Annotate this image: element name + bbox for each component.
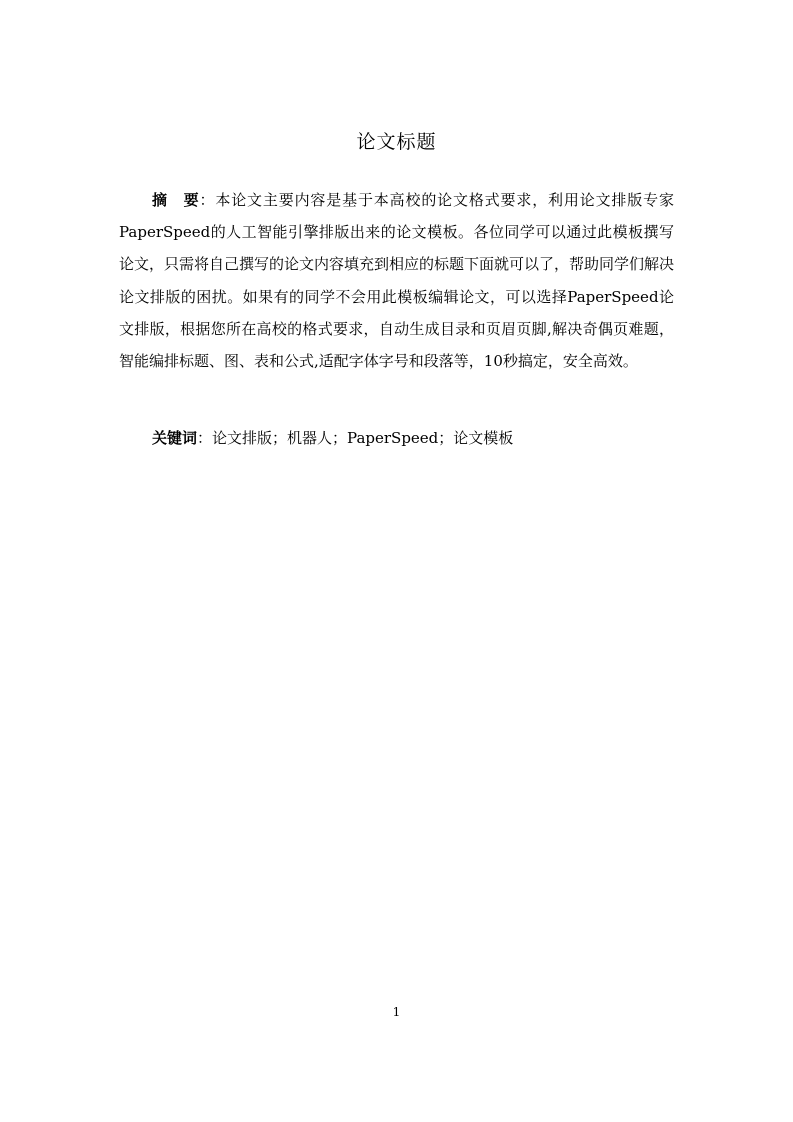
- abstract-text: 本论文主要内容是基于本高校的论文格式要求，利用论文排版专家PaperSpeed的人工智能引擎排版出来的论文模板。各位同学可以通过此模板撰写论文，只需将自己撰写的论文内容填充到相应的标题下面就可以了，帮助同学们解决论文排版的困扰。如果有的同学不会用此模板编辑论文，可以选择PaperSpeed论文排版，根据您所在高校的格式要求，自动生成目录和页眉页脚,解决奇偶页难题，智能编排标题、图、表和公式,适配字体字号和段落等，10秒搞定，安全高效。: [119, 191, 675, 371]
- keywords-line: [152, 424, 672, 452]
- abstract-label-first-char: 摘: [152, 191, 168, 209]
- keywords-text: 论文排版；机器人；PaperSpeed；论文模板: [212, 429, 514, 447]
- paper-title: 论文标题: [356, 131, 437, 153]
- abstract-paragraph: [119, 184, 674, 377]
- abstract-label-second-char: 要: [182, 191, 200, 209]
- keywords-label: 关键词: [152, 429, 198, 447]
- abstract-separator: ：: [199, 191, 216, 209]
- page-number: 1: [392, 1005, 401, 1019]
- keywords-separator: ：: [197, 429, 213, 447]
- abstract-label: [152, 191, 200, 209]
